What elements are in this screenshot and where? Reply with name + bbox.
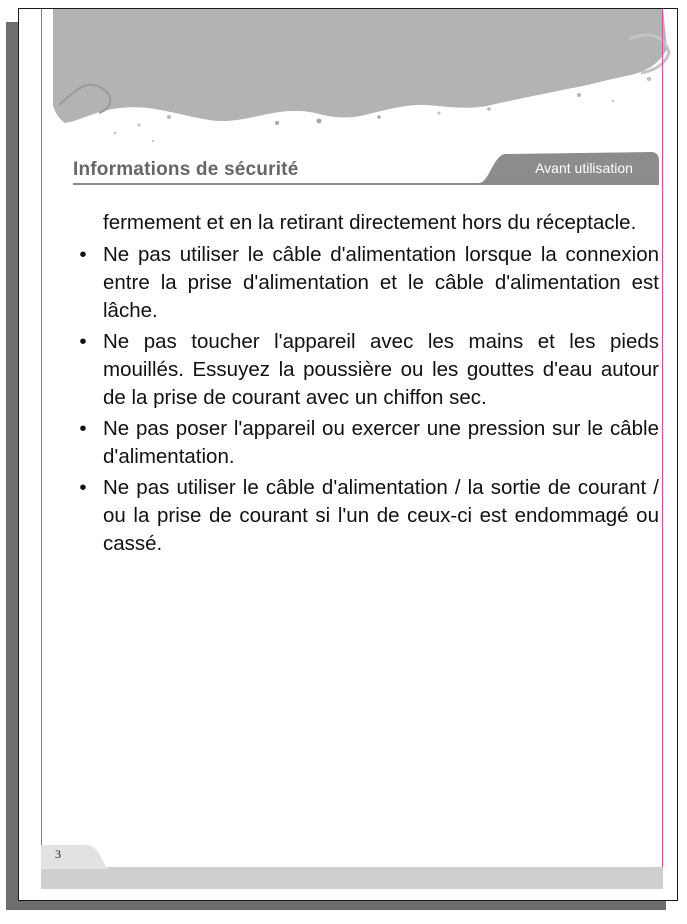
bullet-text: Ne pas poser l'appareil ou exercer une pression sur le câble d'alimentation. [103, 417, 659, 468]
bullet-icon: • [79, 330, 87, 353]
page-number-tab [41, 843, 109, 869]
safety-bullet-list [73, 241, 659, 558]
section-header [73, 149, 659, 185]
page-number-tab-shape [41, 843, 109, 869]
page-number: 3 [55, 847, 61, 861]
section-title: Informations de sécurité [73, 159, 299, 180]
bullet-icon: • [79, 417, 87, 440]
bullet-icon: • [79, 476, 87, 499]
bullet-text: Ne pas toucher l'appareil avec les mains et les pieds mouillés. Essuyez la poussière ou les gouttes d'eau autour de la prise de courant avec un chiffon sec. [103, 330, 659, 409]
bullet-item [73, 241, 659, 325]
document-page [18, 8, 678, 901]
section-tab [479, 152, 659, 183]
footer-bar [41, 867, 663, 889]
section-tab-label: Avant utilisation [535, 160, 633, 176]
bullet-text: Ne pas utiliser le câble d'alimentation / la sortie de courant / ou la prise de courant si l'un de ceux-ci est endommagé ou cassé. [103, 476, 659, 555]
header-divider [73, 183, 659, 185]
bullet-item [73, 415, 659, 471]
bullet-text: Ne pas utiliser le câble d'alimentation lorsque la connexion entre la prise d'alimentation et le câble d'alimentation est lâche. [103, 243, 659, 322]
safety-text [73, 209, 659, 561]
continued-paragraph: fermement et en la retirant directement hors du réceptacle. [103, 211, 637, 234]
bullet-item [73, 328, 659, 412]
bullet-item [73, 474, 659, 558]
bullet-icon: • [79, 243, 87, 266]
